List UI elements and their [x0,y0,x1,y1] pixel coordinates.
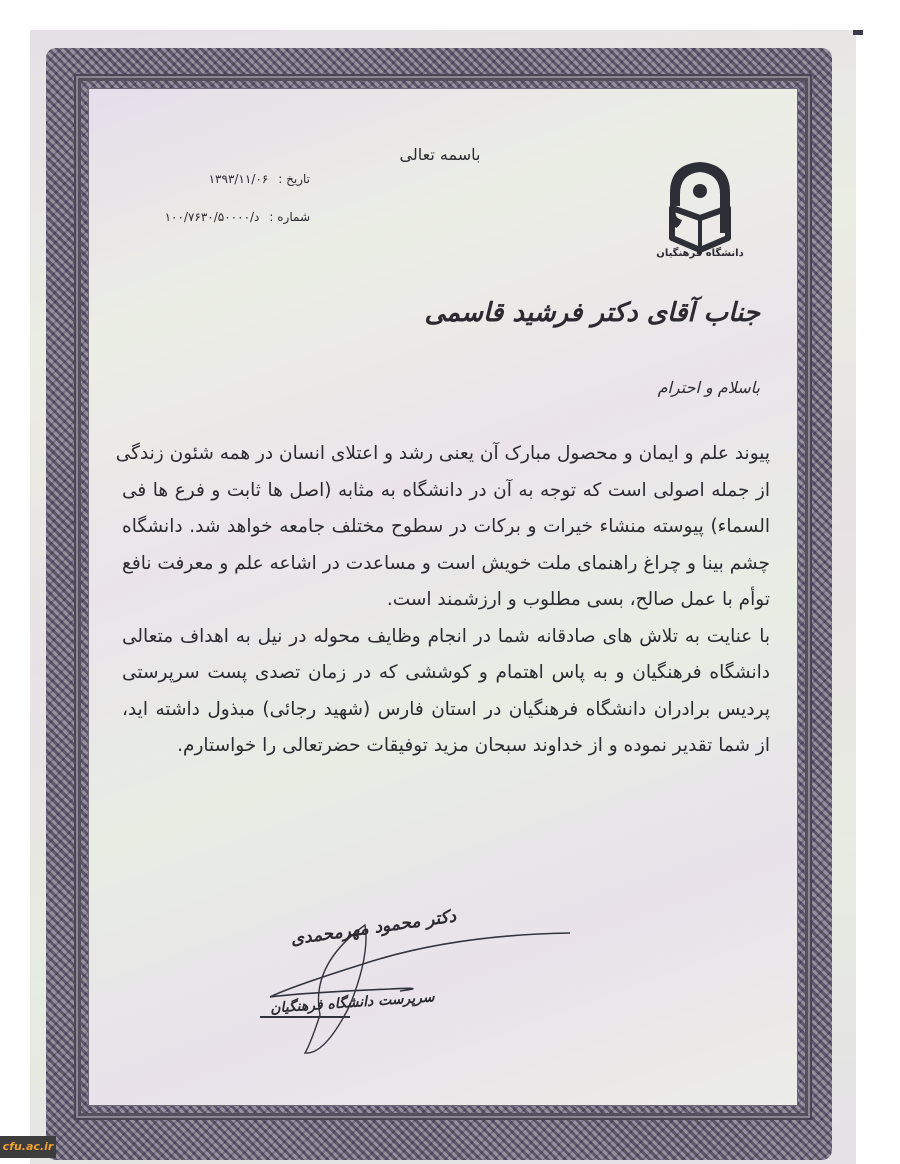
signatory-name: دکتر محمود مهرمحمدی [289,906,458,950]
date-value: ۱۳۹۳/۱۱/۰۶ [208,172,269,186]
body-line: پردیس برادران دانشگاه فرهنگیان در استان فارس (شهید رجائی) مبذول داشته اید، [122,698,770,720]
body-line: السماء) پیوسته منشاء خیرات و برکات در سطوح مختلف جامعه خواهد شد. دانشگاه [122,516,770,537]
letter-body [115,436,770,765]
signatory-title: سرپرست دانشگاه فرهنگیان [269,989,436,1017]
date-field [150,172,310,186]
body-line: از جمله اصولی است که توجه به آن در دانشگاه به مثابه (اصل ها ثابت و فرع ها فی [122,479,770,501]
body-line: با عنایت به تلاش های صادقانه شما در انجام وظایف محوله در نیل به اهداف متعالی [122,625,770,647]
logo-caption: دانشگاه فرهنگیان [656,248,744,259]
body-line: چشم بینا و چراغ راهنمای ملت خویش است و مساعدت در اشاعه علم و معرفت نافع [122,552,770,574]
body-line: از شما تقدیر نموده و از خداوند سبحان مزید توفیقات حضرتعالی را خواستارم. [177,735,770,756]
number-label: شماره : [269,210,310,224]
number-value: د/۱۰۰/۷۶۳۰/۵۰۰۰۰ [164,210,260,224]
site-watermark: cfu.ac.ir [0,1136,56,1158]
date-label: تاریخ : [278,172,310,186]
invocation-heading: باسمه تعالی [399,145,481,164]
body-line: دانشگاه فرهنگیان و به پاس اهتمام و کوششی که در زمان تصدی پست سرپرستی [122,662,770,683]
body-line: توأم با عمل صالح، بسی مطلوب و ارزشمند است. [386,589,770,610]
salutation-line: باسلام و احترام [657,378,760,397]
addressee-line: جناب آقای دکتر فرشید قاسمی [424,298,760,328]
body-line: پیوند علم و ایمان و محصول مبارک آن یعنی رشد و اعتلای انسان در همه شئون زندگی [115,443,770,464]
reference-number-field [150,210,310,224]
